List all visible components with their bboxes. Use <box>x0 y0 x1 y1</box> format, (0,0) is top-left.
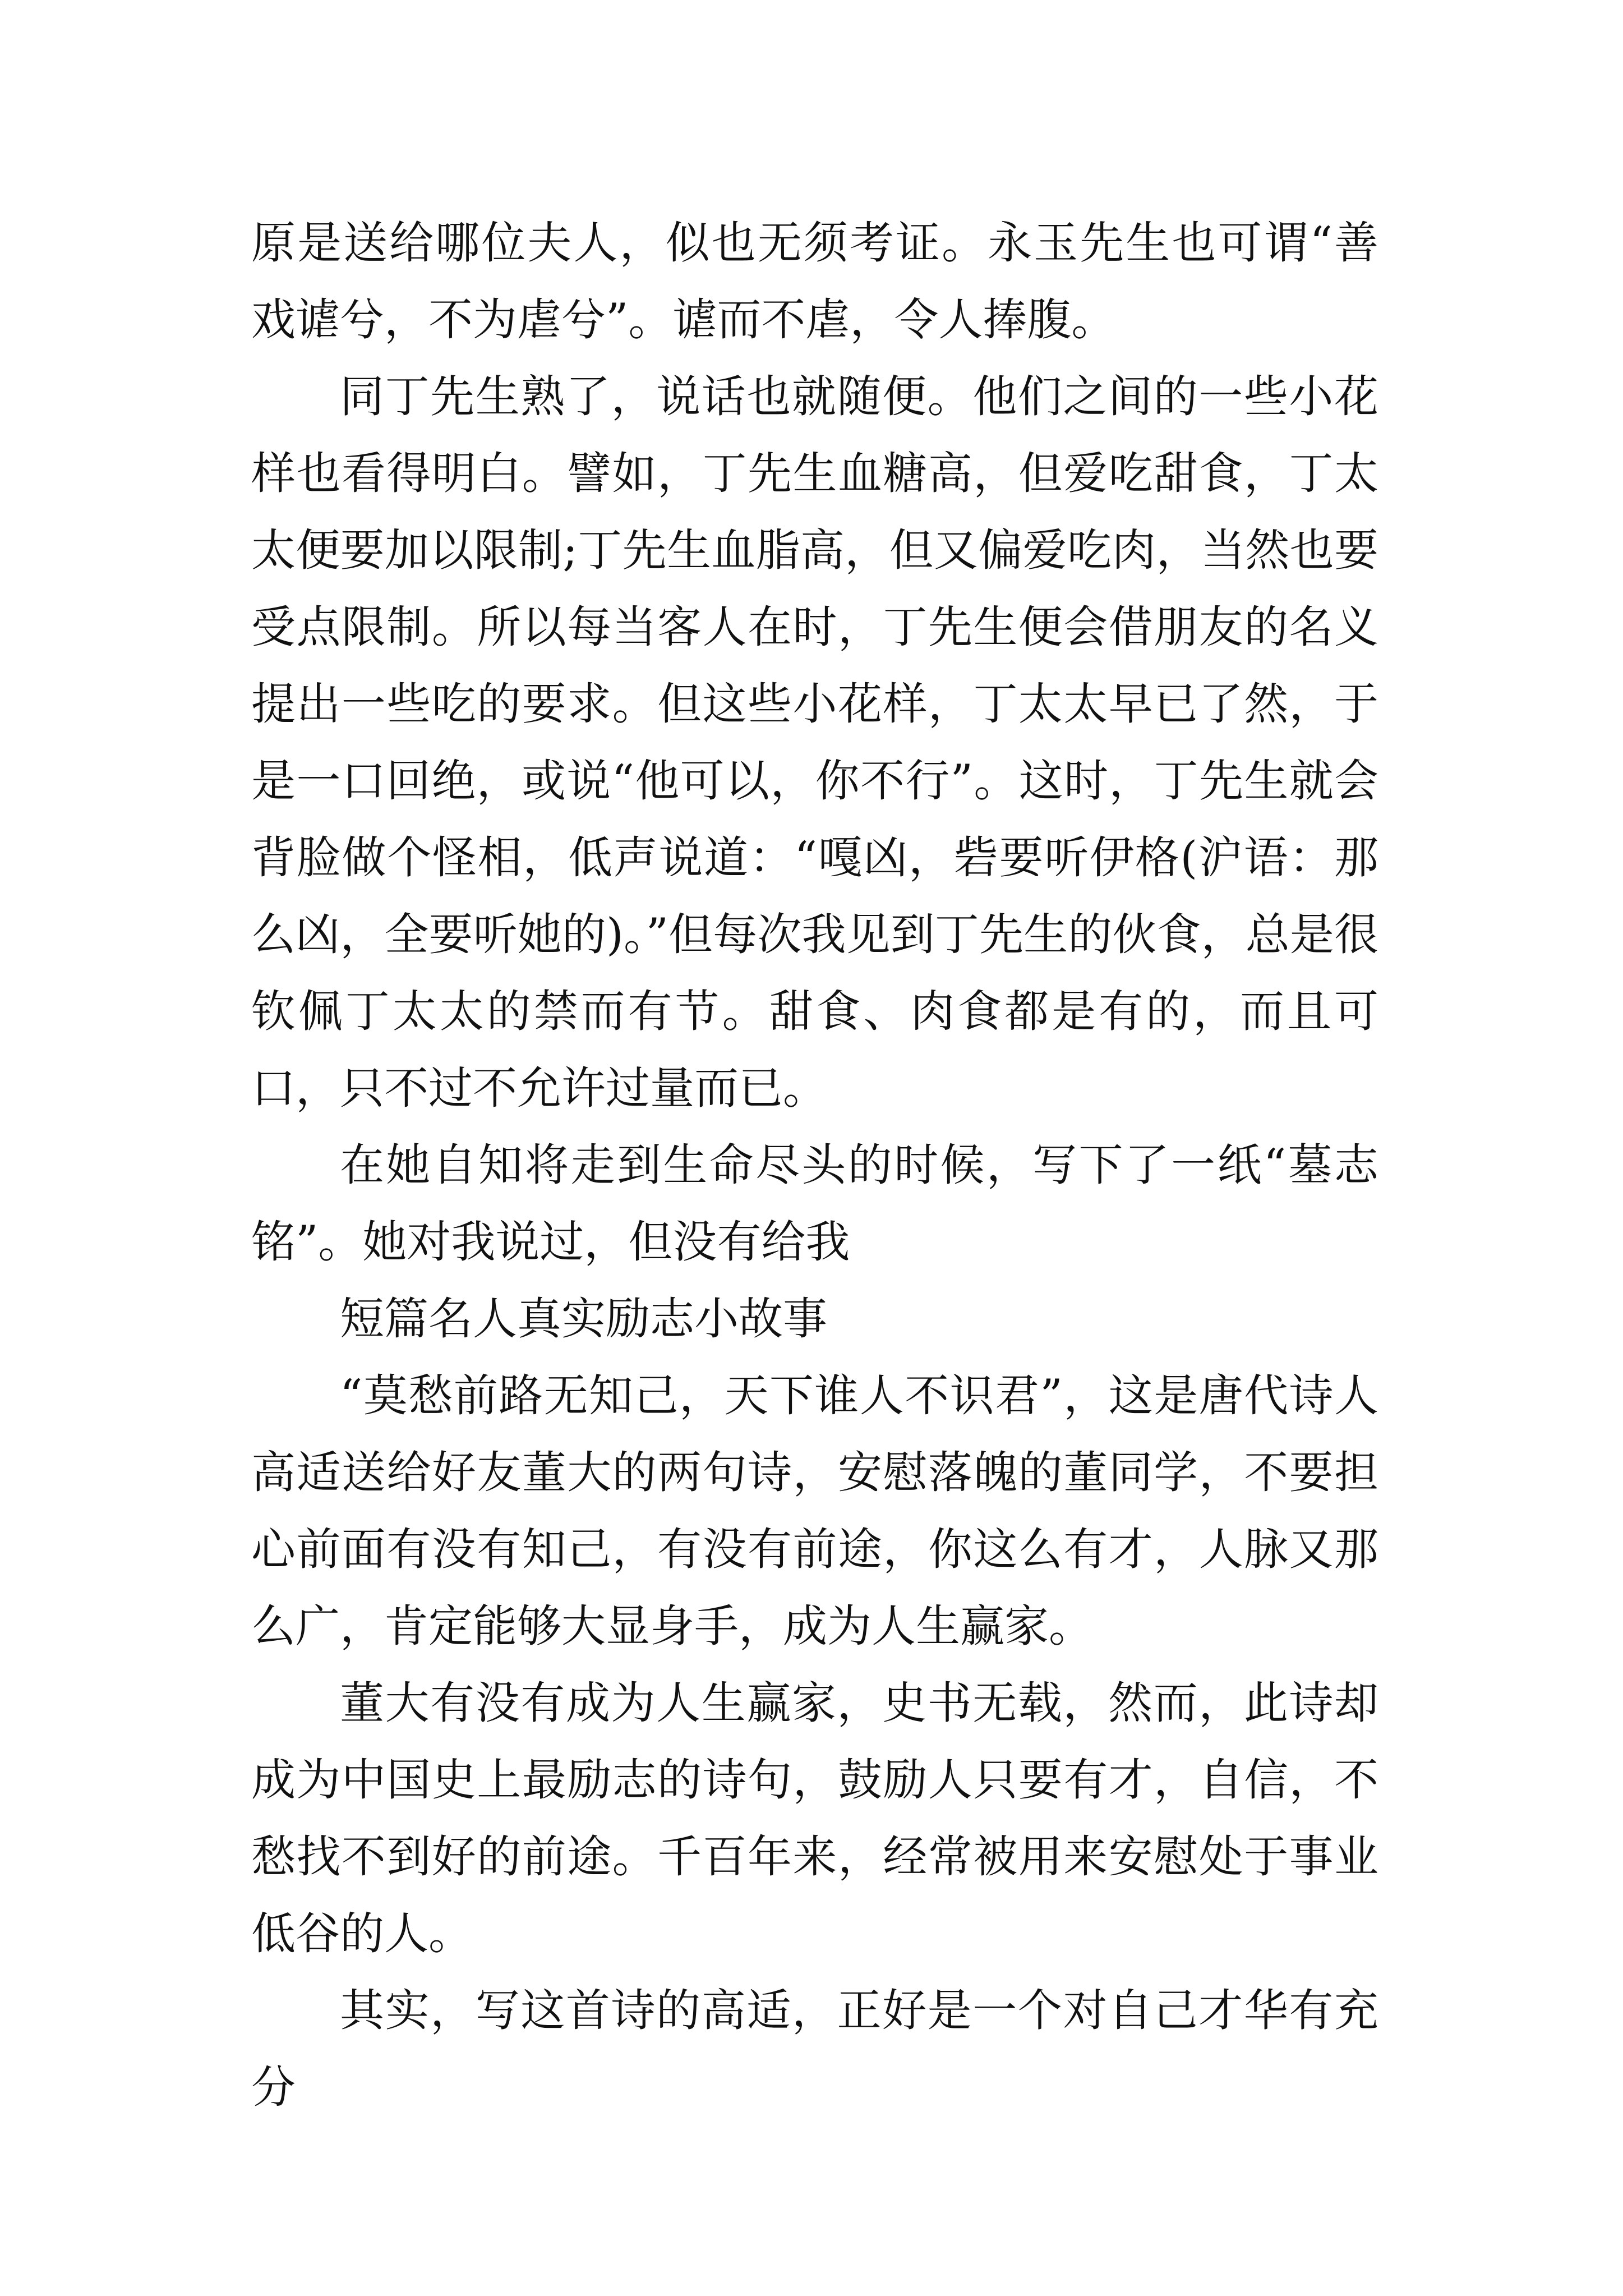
paragraph-epitaph: 在她自知将走到生命尽头的时候，写下了一纸“墓志铭”。她对我说过，但没有给我 <box>251 1139 1378 1268</box>
paragraph-poem: “莫愁前路无知己，天下谁人不识君”，这是唐代诗人高适送给好友董大的两句诗，安慰落魄的董同学，不要担心前面有没有知己，有没有前途，你这么有才，人脉又那么广，肯定能够大显身手，成为人生赢家。 <box>251 1370 1378 1652</box>
paragraph-dongda: 董大有没有成为人生赢家，史书无载，然而，此诗却成为中国史上最励志的诗句，鼓励人只要有才，自信，不愁找不到好的前途。千百年来，经常被用来安慰处于事业低谷的人。 <box>251 1677 1378 1959</box>
paragraph-continuation: 原是送给哪位夫人，似也无须考证。永玉先生也可谓“善戏谑兮，不为虐兮”。谑而不虐，令人捧腹。 <box>251 217 1378 346</box>
body-text <box>251 205 1378 2126</box>
paragraph-gaoshi: 其实，写这首诗的高适，正好是一个对自己才华有充分 <box>251 1985 1378 2113</box>
paragraph-ding-habits: 同丁先生熟了，说话也就随便。他们之间的一些小花样也看得明白。譬如，丁先生血糖高，但爱吃甜食，丁太太便要加以限制;丁先生血脂高，但又偏爱吃肉，当然也要受点限制。所以每当客人在时，丁先生便会借朋友的名义提出一些吃的要求。但这些小花样，丁太太早已了然，于是一口回绝，或说“他可以，你不行”。这时，丁先生就会背脸做个怪相，低声说道：“嘎凶，砦要听伊格(沪语：那么凶，全要听她的)。”但每次我见到丁先生的伙食，总是很钦佩丁太太的禁而有节。甜食、肉食都是有的，而且可口，只不过不允许过量而已。 <box>251 371 1378 1114</box>
section-title: 短篇名人真实励志小故事 <box>340 1293 827 1345</box>
